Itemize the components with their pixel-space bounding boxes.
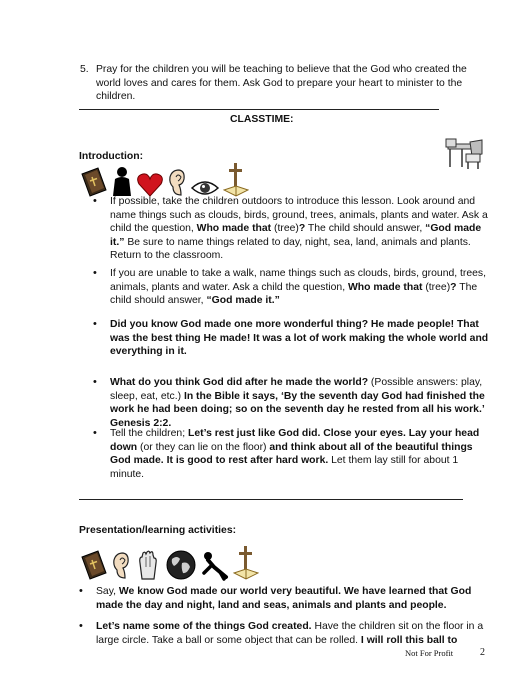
globe-icon <box>165 549 197 581</box>
school-desk-icon <box>444 136 486 175</box>
intro-bullet-1-dot: • <box>93 195 97 207</box>
introduction-heading: Introduction: <box>79 151 144 162</box>
intro-bullet-4-dot: • <box>93 376 97 388</box>
presentation-heading: Presentation/learning activities: <box>79 525 237 536</box>
divider-bottom <box>79 499 463 500</box>
presentation-bullet-1-dot: • <box>79 585 83 597</box>
intro-bullet-2-dot: • <box>93 267 97 279</box>
intro-bullet-3: Did you know God made one more wonderful thing? He made people! That was the best thing He made! It was a lot of work making the whole world and everything in it. <box>110 319 489 358</box>
step-5-number: 5. <box>80 64 89 75</box>
footer-label: Not For Profit <box>405 648 454 658</box>
cross-bible-icon <box>233 545 259 581</box>
step-5-text: Pray for the children you will be teaching to believe that the God who created the world loves and cares for them. Ask God to prepare your heart to minister to the children. <box>96 64 467 103</box>
divider-top <box>79 109 439 110</box>
child-silhouette-icon <box>111 166 133 198</box>
cross-bible-icon <box>223 162 249 198</box>
classtime-heading: CLASSTIME: <box>230 114 294 125</box>
intro-bullet-5-dot: • <box>93 427 97 439</box>
bible-icon <box>80 166 108 198</box>
intro-bullet-1: If possible, take the children outdoors to introduce this lesson. Look around and name things such as clouds, birds, ground, trees, animals, plants and water. Ask a child the question, Who made that (tree)? The child should answer, “God made it.” Be sure to name things related to day, night, sea, land, animals and plants. Return to the classroom. <box>110 196 488 262</box>
intro-bullet-3-dot: • <box>93 318 97 330</box>
page-number: 2 <box>480 647 485 658</box>
presentation-icon-row <box>80 545 259 581</box>
presentation-bullet-2: Let’s name some of the things God created. Have the children sit on the floor in a large circle. Take a ball or some object that can be rolled. I will roll this ball to <box>96 621 484 646</box>
intro-bullet-4: What do you think God did after he made the world? (Possible answers: play, sleep, eat, etc.) In the Bible it says, ‘By the seventh day God had finished the work he had been doing; so on the seventh day he rested from all his work.’ Genesis 2:2. <box>110 377 485 429</box>
bible-icon <box>80 549 108 581</box>
presentation-bullet-2-dot: • <box>79 620 83 632</box>
presentation-bullet-1: Say, We know God made our world very beautiful. We have learned that God made the day and night, land and seas, animals and plants and people. <box>96 586 472 611</box>
introduction-icon-row <box>80 162 249 198</box>
praying-hand-icon <box>134 549 162 581</box>
ear-icon <box>167 168 187 198</box>
stretching-figure-icon <box>200 549 230 581</box>
intro-bullet-2: If you are unable to take a walk, name things such as clouds, birds, ground, trees, animals, plants and water. Ask a child the question, Who made that (tree)? The child should answer, “God made it.” <box>110 268 487 307</box>
ear-icon <box>111 551 131 581</box>
intro-bullet-5: Tell the children; Let’s rest just like God did. Close your eyes. Lay your head down (or they can lie on the floor) and think about all of the beautiful things God made. It is good to rest after hard work. Let them lay still for about 1 minute. <box>110 428 480 480</box>
